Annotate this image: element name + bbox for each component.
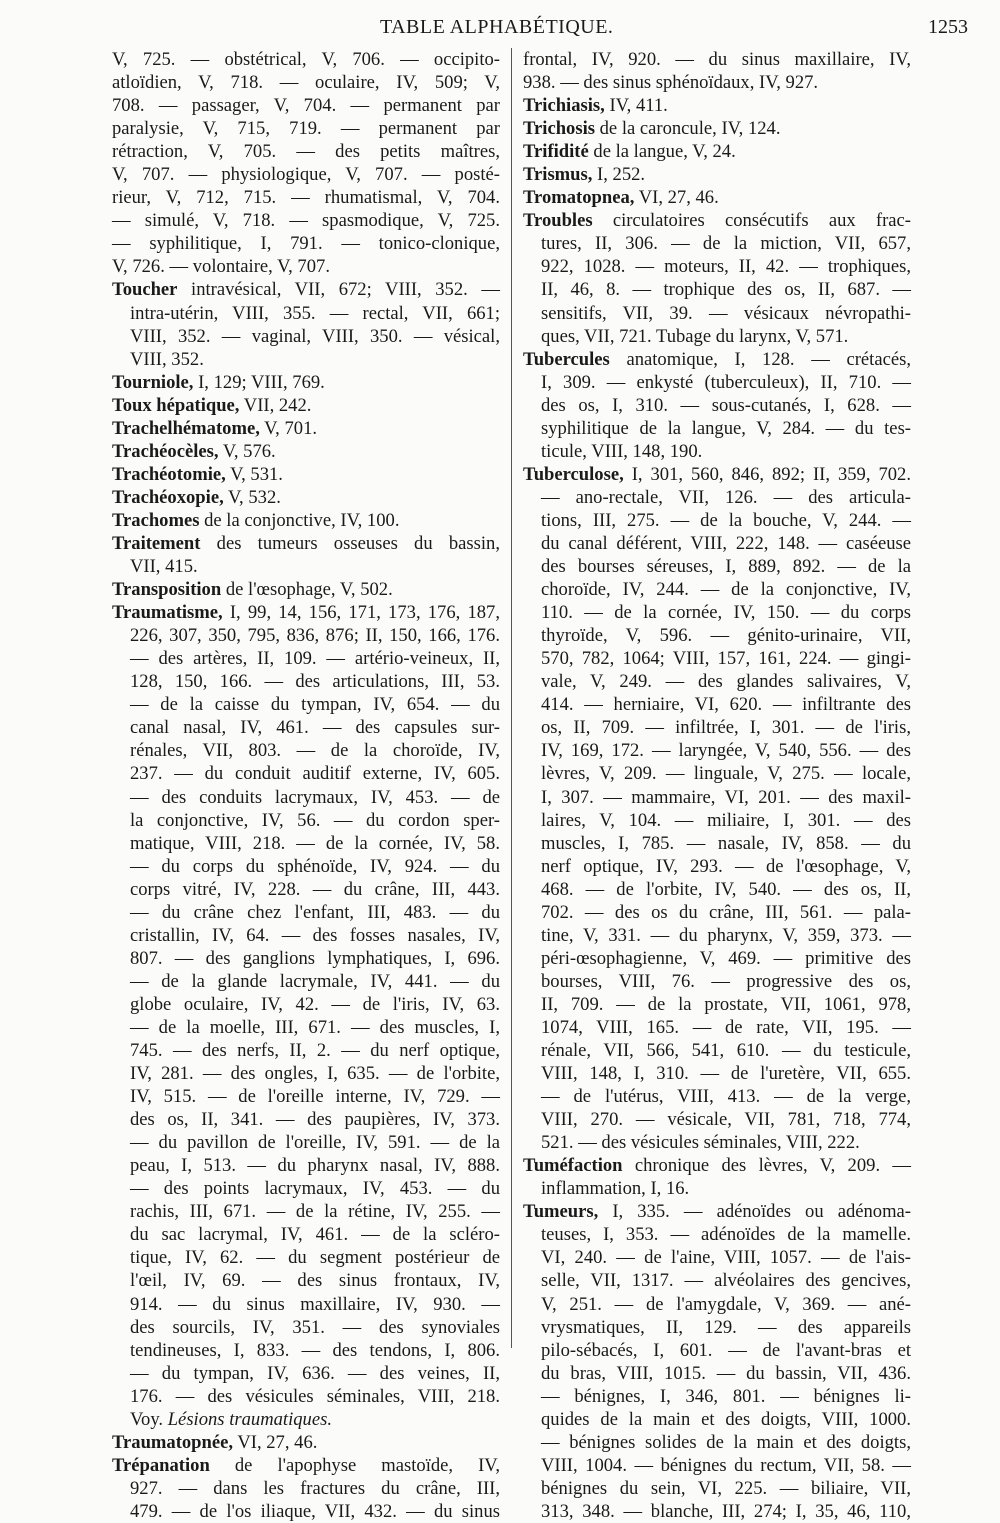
- entry-text: de l'apophyse mastoïde, IV,: [209, 1454, 500, 1476]
- entry-line: paralysie, V, 715, 719. — permanent par: [112, 118, 500, 140]
- entry-text: de la conjonctive, IV, 100.: [199, 509, 400, 531]
- index-entry: [523, 48, 911, 94]
- entry-text: V, 701.: [259, 417, 318, 439]
- entry-line: inflammation, I, 16.: [541, 1178, 690, 1200]
- entry-line: V, 725. — obstétrical, V, 706. — occipito-: [112, 49, 500, 70]
- entry-first-line: [112, 440, 500, 463]
- entry-line: teuses, I, 353. — adénoïdes de la mamelle.: [541, 1224, 911, 1246]
- entry-headword: Tourniole,: [112, 371, 194, 393]
- entry-line: corps vitré, IV, 228. — du crâne, III, 443.: [130, 878, 500, 900]
- entry-line: vrysmatiques, II, 129. — des appareils: [541, 1316, 911, 1338]
- entry-line: II, 46, 8. — trophique des os, II, 687. —: [541, 279, 911, 301]
- index-entry: [112, 371, 500, 394]
- entry-line: — ano-rectale, VII, 126. — des articula-: [541, 486, 911, 508]
- index-entry: [112, 1431, 500, 1454]
- entry-text: V, 576.: [218, 440, 276, 462]
- index-entry: [523, 117, 911, 140]
- entry-line: canal nasal, IV, 461. — des capsules sur-: [130, 717, 500, 739]
- entry-line: 927. — dans les fractures du crâne, III,: [130, 1477, 500, 1499]
- entry-line: péri-œsophagienne, V, 469. — primitive des: [541, 947, 911, 969]
- cross-reference: [112, 1408, 500, 1431]
- entry-headword: Trachomes: [112, 509, 200, 531]
- running-title: TABLE ALPHABÉTIQUE.: [380, 16, 614, 38]
- entry-first-line: [523, 186, 911, 209]
- entry-line: tions, III, 275. — de la bouche, V, 244. —: [541, 509, 911, 531]
- index-entry: [112, 278, 500, 370]
- cross-reference-target: Lésions traumatiques.: [167, 1408, 332, 1430]
- index-entry: [523, 140, 911, 163]
- index-entry: [112, 601, 500, 1431]
- entry-line: — des points lacrymaux, IV, 453. — du: [130, 1178, 500, 1200]
- entry-line: des bourses séreuses, I, 889, 892. — de la: [541, 556, 911, 578]
- entry-line: VIII, 270. — vésicale, VII, 781, 718, 774,: [541, 1109, 911, 1131]
- entry-first-line: [523, 140, 911, 163]
- entry-line: 938. — des sinus sphénoïdaux, IV, 927.: [523, 72, 819, 94]
- entry-first-line: [112, 1431, 500, 1454]
- entry-line: — syphilitique, I, 791. — tonico-clonique,: [112, 233, 500, 255]
- entry-line: syphilitique de la langue, V, 284. — du tes-: [541, 417, 911, 439]
- entry-line: bénignes du sein, VI, 225. — biliaire, VII,: [541, 1477, 911, 1499]
- entry-line: cristallin, IV, 64. — des fosses nasales, IV,: [130, 924, 500, 946]
- entry-first-line: [112, 532, 500, 555]
- entry-line: du canal déférent, VIII, 222, 148. — caséeuse: [541, 532, 911, 554]
- entry-text: VI, 27, 46.: [233, 1431, 318, 1453]
- entry-line: matique, VIII, 218. — de la cornée, IV, 58.: [130, 832, 500, 854]
- index-entry: [523, 186, 911, 209]
- entry-line: des sourcils, IV, 351. — des synoviales: [130, 1316, 500, 1338]
- index-entry: [112, 463, 500, 486]
- entry-line: frontal, IV, 920. — du sinus maxillaire, IV,: [523, 49, 911, 70]
- entry-line: VI, 240. — de l'aine, VIII, 1057. — de l'ais-: [541, 1247, 911, 1269]
- entry-line: 479. — de l'os iliaque, VII, 432. — du sinus: [130, 1500, 500, 1522]
- entry-line: VIII, 352. — vaginal, VIII, 350. — vésical,: [130, 325, 500, 347]
- entry-line: vale, V, 249. — des glandes salivaires, V,: [541, 671, 911, 693]
- entry-text: intravésical, VII, 672; VIII, 352. —: [177, 279, 500, 301]
- entry-line: 745. — des nerfs, II, 2. — du nerf optique,: [130, 1040, 500, 1062]
- entry-first-line: [112, 417, 500, 440]
- entry-line: 570, 782, 1064; VIII, 157, 161, 224. — gingi-: [541, 648, 911, 670]
- entry-headword: Trismus,: [523, 164, 593, 186]
- entry-line: — des artères, II, 109. — artério-veineux, II,: [130, 648, 500, 670]
- entry-first-line: [112, 578, 500, 601]
- entry-headword: Trachéocèles,: [112, 440, 219, 462]
- entry-line: nerf optique, IV, 293. — de l'œsophage, V,: [541, 855, 911, 877]
- entry-line: 176. — des vésicules séminales, VIII, 218.: [130, 1385, 500, 1407]
- index-entry: [112, 1454, 500, 1523]
- entry-text: I, 301, 560, 846, 892; II, 359, 702.: [623, 463, 911, 485]
- entry-line: IV, 169, 172. — laryngée, V, 540, 556. — des: [541, 740, 911, 762]
- entry-headword: Trépanation: [112, 1454, 210, 1476]
- entry-line: — des conduits lacrymaux, IV, 453. — de: [130, 786, 500, 808]
- entry-headword: Trifidité: [523, 141, 589, 163]
- entry-line: II, 709. — de la prostate, VII, 1061, 978,: [541, 993, 911, 1015]
- entry-headword: Transposition: [112, 579, 222, 601]
- entry-line: IV, 281. — des ongles, I, 635. — de l'orbite,: [130, 1063, 500, 1085]
- entry-line: lèvres, V, 209. — linguale, V, 275. — locale,: [541, 763, 911, 785]
- index-entry: [112, 440, 500, 463]
- entry-line: rachis, III, 671. — de la rétine, IV, 255. —: [130, 1201, 500, 1223]
- entry-line: 313, 348. — blanche, III, 274; I, 35, 46, 110,: [541, 1500, 911, 1522]
- entry-line: globe oculaire, IV, 42. — de l'iris, IV, 63.: [130, 993, 500, 1015]
- index-entry: [112, 486, 500, 509]
- entry-line: muscles, I, 785. — nasale, IV, 858. — du: [541, 832, 911, 854]
- entry-headword: Trachéoxopie,: [112, 486, 224, 508]
- index-entry: [523, 94, 911, 117]
- entry-line: rénale, VII, 566, 541, 610. — du testicule,: [541, 1040, 911, 1062]
- entry-line: des os, II, 341. — des paupières, IV, 373.: [130, 1109, 500, 1131]
- entry-first-line: [523, 209, 911, 232]
- entry-line: 521. — des vésicules séminales, VIII, 222.: [541, 1132, 860, 1154]
- entry-text: I, 99, 14, 156, 171, 173, 176, 187,: [222, 602, 500, 624]
- entry-line: VIII, 352.: [130, 348, 204, 370]
- index-entry: [112, 509, 500, 532]
- entry-line: 110. — de la cornée, IV, 150. — du corps: [541, 602, 911, 624]
- entry-first-line: [112, 601, 500, 624]
- entry-line: — de la glande lacrymale, IV, 441. — du: [130, 970, 500, 992]
- right-column: [523, 48, 911, 1523]
- index-entry: [112, 394, 500, 417]
- entry-headword: Tumeurs,: [523, 1201, 599, 1223]
- entry-line: la conjonctive, IV, 56. — du cordon sper-: [130, 809, 500, 831]
- entry-text: V, 531.: [225, 463, 283, 485]
- entry-text: de la caroncule, IV, 124.: [594, 118, 781, 140]
- entry-line: — de la moelle, III, 671. — des muscles, I,: [130, 1016, 500, 1038]
- entry-first-line: [523, 1154, 911, 1177]
- entry-headword: Toucher: [112, 279, 178, 301]
- entry-line: tures, II, 306. — de la miction, VII, 657,: [541, 233, 911, 255]
- entry-line: atloïdien, V, 718. — oculaire, IV, 509; V,: [112, 72, 500, 94]
- entry-line: — du tympan, IV, 636. — des veines, II,: [130, 1362, 500, 1384]
- entry-line: 922, 1028. — moteurs, II, 42. — trophiques,: [541, 256, 911, 278]
- entry-headword: Trachelhématome,: [112, 417, 260, 439]
- entry-first-line: [523, 94, 911, 117]
- entry-line: pilo-sébacés, I, 601. — de l'avant-bras et: [541, 1339, 911, 1361]
- entry-first-line: [523, 1200, 911, 1223]
- entry-line: I, 307. — mammaire, VI, 201. — des maxil-: [541, 786, 911, 808]
- entry-headword: Tuberculose,: [523, 463, 624, 485]
- index-entry: [523, 1154, 911, 1200]
- entry-line: quides de la main et des doigts, VIII, 1000.: [541, 1408, 911, 1430]
- entry-line: VII, 415.: [130, 556, 198, 578]
- entry-line: — bénignes solides de la main et des doigts,: [541, 1431, 911, 1453]
- entry-first-line: [523, 348, 911, 371]
- entry-headword: Traitement: [112, 532, 201, 554]
- entry-text: I, 335. — adénoïdes ou adénoma-: [598, 1201, 911, 1223]
- entry-first-line: [112, 371, 500, 394]
- entry-line: thyroïde, V, 596. — génito-urinaire, VII,: [541, 625, 911, 647]
- entry-line: — du crâne chez l'enfant, III, 483. — du: [130, 901, 500, 923]
- index-entry: [523, 209, 911, 347]
- index-entry: [112, 48, 500, 278]
- entry-line: du sac lacrymal, IV, 461. — de la scléro-: [130, 1224, 500, 1246]
- entry-first-line: [112, 463, 500, 486]
- index-entry: [112, 417, 500, 440]
- entry-text: VI, 27, 46.: [634, 187, 719, 209]
- index-entry: [523, 348, 911, 463]
- entry-line: 226, 307, 350, 795, 836, 876; II, 150, 166, 176.: [130, 625, 500, 647]
- entry-line: sensitifs, VII, 39. — vésicaux névropathi-: [541, 302, 911, 324]
- entry-text: VII, 242.: [239, 394, 312, 416]
- entry-line: des os, I, 310. — sous-cutanés, I, 628. —: [541, 394, 911, 416]
- entry-line: tine, V, 331. — du pharynx, V, 359, 373. —: [541, 924, 911, 946]
- index-entry: [523, 1200, 911, 1523]
- entry-line: 702. — des os du crâne, III, 561. — pala-: [541, 901, 911, 923]
- entry-first-line: [523, 163, 911, 186]
- entry-line: V, 251. — de l'amygdale, V, 369. — ané-: [541, 1293, 911, 1315]
- entry-first-line: [112, 1454, 500, 1477]
- entry-line: 414. — herniaire, VI, 620. — infiltrante des: [541, 694, 911, 716]
- entry-line: 128, 150, 166. — des articulations, III, 53.: [130, 671, 500, 693]
- entry-line: bourses, VIII, 76. — progressive des os,: [541, 970, 911, 992]
- entry-line: 708. — passager, V, 704. — permanent par: [112, 95, 500, 117]
- entry-headword: Trachéotomie,: [112, 463, 226, 485]
- entry-line: 914. — du sinus maxillaire, IV, 930. —: [130, 1293, 500, 1315]
- entry-line: os, II, 709. — infiltrée, I, 301. — de l'iris,: [541, 717, 911, 739]
- entry-text: de l'œsophage, V, 502.: [221, 579, 393, 601]
- entry-line: I, 309. — enkysté (tuberculeux), II, 710. —: [541, 371, 911, 393]
- index-entry: [523, 163, 911, 186]
- entry-first-line: [112, 509, 500, 532]
- entry-line: — du pavillon de l'oreille, IV, 591. — de la: [130, 1132, 500, 1154]
- entry-line: tendineuses, I, 833. — des tendons, I, 806.: [130, 1339, 500, 1361]
- entry-headword: Traumatisme,: [112, 602, 223, 624]
- entry-first-line: [112, 486, 500, 509]
- entry-line: laires, V, 104. — miliaire, I, 301. — des: [541, 809, 911, 831]
- entry-headword: Trichiasis,: [523, 95, 605, 117]
- entry-line: IV, 515. — de l'oreille interne, IV, 729. —: [130, 1086, 500, 1108]
- entry-line: V, 726. — volontaire, V, 707.: [112, 256, 330, 278]
- entry-line: selle, VII, 1317. — alvéolaires des gencives,: [541, 1270, 911, 1292]
- entry-line: du bras, VIII, 1015. — du bassin, VII, 436.: [541, 1362, 911, 1384]
- entry-line: V, 707. — physiologique, V, 707. — posté-: [112, 164, 500, 186]
- entry-line: rieur, V, 712, 715. — rhumatismal, V, 704.: [112, 187, 500, 209]
- left-column: [112, 48, 500, 1523]
- entry-text: de la langue, V, 24.: [588, 141, 736, 163]
- entry-line: 468. — de l'orbite, IV, 540. — des os, II,: [541, 878, 911, 900]
- entry-first-line: [523, 463, 911, 486]
- entry-text: des tumeurs osseuses du bassin,: [200, 532, 500, 554]
- index-entry: [112, 578, 500, 601]
- entry-first-line: [523, 117, 911, 140]
- entry-headword: Tubercules: [523, 348, 610, 370]
- entry-line: rénales, VII, 803. — de la choroïde, IV,: [130, 740, 500, 762]
- entry-line: VIII, 1004. — bénignes du rectum, VII, 58. —: [541, 1454, 911, 1476]
- index-entry: [112, 532, 500, 578]
- entry-line: ticule, VIII, 148, 190.: [541, 440, 703, 462]
- entry-text: circulatoires consécutifs aux frac-: [592, 210, 911, 232]
- entry-text: I, 129; VIII, 769.: [193, 371, 325, 393]
- index-entry: [523, 463, 911, 1154]
- entry-first-line: [112, 278, 500, 301]
- entry-line: — simulé, V, 718. — spasmodique, V, 725.: [112, 210, 500, 232]
- entry-line: 237. — du conduit auditif externe, IV, 605.: [130, 763, 500, 785]
- page-header: [0, 16, 1000, 42]
- entry-line: tique, IV, 62. — du segment postérieur de: [130, 1247, 500, 1269]
- entry-line: — bénignes, I, 346, 801. — bénignes li-: [541, 1385, 911, 1407]
- entry-line: 1074, VIII, 165. — de rate, VII, 195. —: [541, 1016, 911, 1038]
- entry-line: — de l'utérus, VIII, 413. — de la verge,: [541, 1086, 911, 1108]
- entry-line: peau, I, 513. — du pharynx nasal, IV, 888.: [130, 1155, 500, 1177]
- entry-text: chronique des lèvres, V, 209. —: [622, 1155, 911, 1177]
- entry-headword: Tuméfaction: [523, 1155, 623, 1177]
- entry-line: intra-utérin, VIII, 355. — rectal, VII, 661;: [130, 302, 500, 324]
- entry-line: — du corps du sphénoïde, IV, 924. — du: [130, 855, 500, 877]
- entry-text: I, 252.: [592, 164, 646, 186]
- entry-line: rétraction, V, 705. — des petits maîtres,: [112, 141, 500, 163]
- entry-headword: Traumatopnée,: [112, 1431, 234, 1453]
- entry-headword: Trichosis: [523, 118, 595, 140]
- cross-reference-prefix: Voy.: [130, 1408, 168, 1430]
- column-divider: [511, 48, 512, 1348]
- entry-headword: Toux hépatique,: [112, 394, 240, 416]
- entry-headword: Tromatopnea,: [523, 187, 635, 209]
- entry-line: 807. — des ganglions lymphatiques, I, 696.: [130, 947, 500, 969]
- page-number: 1253: [928, 16, 968, 38]
- entry-first-line: [112, 394, 500, 417]
- entry-text: IV, 411.: [604, 95, 668, 117]
- entry-headword: Troubles: [523, 210, 593, 232]
- entry-line: — de la caisse du tympan, IV, 654. — du: [130, 694, 500, 716]
- entry-line: VIII, 148, I, 310. — de l'uretère, VII, 655.: [541, 1063, 911, 1085]
- entry-line: choroïde, IV, 244. — de la conjonctive, IV,: [541, 579, 911, 601]
- entry-text: V, 532.: [223, 486, 281, 508]
- entry-text: anatomique, I, 128. — crétacés,: [609, 348, 911, 370]
- entry-line: ques, VII, 721. Tubage du larynx, V, 571.: [541, 325, 849, 347]
- entry-line: l'œil, IV, 69. — des sinus frontaux, IV,: [130, 1270, 500, 1292]
